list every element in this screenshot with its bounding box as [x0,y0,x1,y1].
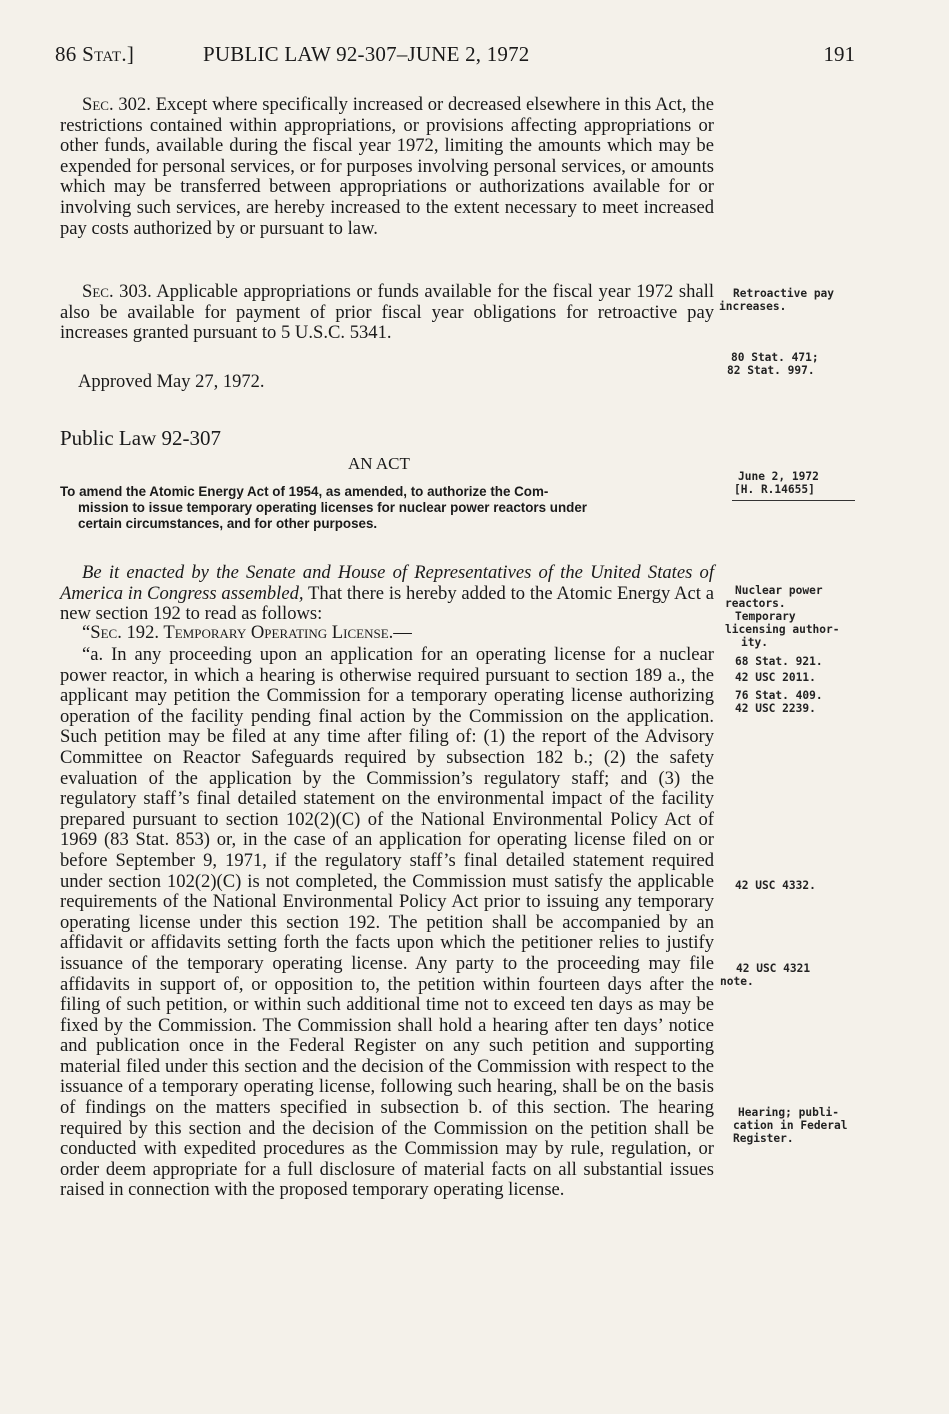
margin-line: 42 USC 2239. [735,702,816,715]
margin-line: 42 USC 4321 [736,962,811,975]
margin-line: Temporary [735,610,796,623]
page-number: 191 [823,42,855,66]
margin-line: [H. R.14655] [734,483,815,496]
margin-line: 42 USC 4332. [735,879,816,892]
stat-label: 86 Stat. [55,42,127,66]
enacting-text: That there is hereby added to the Atomic Energy Act a new section 192 to read as follows: [60,582,714,625]
enacting-italic: Be it enacted by the Senate and House of Representatives of the United States of America in Congress assembled, [60,562,714,604]
margin-line: 68 Stat. 921. [735,655,823,668]
section-label: Sec. 302. [82,94,151,115]
margin-line: cation in Federal [733,1119,848,1132]
purpose-line: To amend the Atomic Energy Act of 1954, as amended, to authorize the Com- [60,484,549,499]
public-law-title: Public Law 92-307 [60,426,221,450]
margin-note-nuclear [725,584,840,649]
section-text: Except where specifically increased or decreased elsewhere in this Act, the restrictions contained within appropriations, or provisions affecting appropriations or other funds, available during the fiscal year 1972, limiting the amounts which may be expended for personal services, or for purposes involving personal services, or amounts which may be transferred between appropriations or authorizations available for or involving such services, are hereby increased to the extent necessary to meet increased pay costs authorized by or pursuant to law. [60,94,714,239]
margin-rule [732,500,855,501]
margin-line: reactors. [725,597,786,610]
subsection-a-text: “a. In any proceeding upon an application for an operating license for a nuclear power reactor, in which a hearing is otherwise required pursuant to section 189 a., the applicant may petition the Commission for a temporary operating license authorizing operation of the facility pending final action by the Commission on the application. Such petition may be filed at any time after filing of: (1) the report of the Advisory Committee on Reactor Safeguards required by subsection 182 b.; (2) the safety evaluation of the application by the Commission’s regulatory staff; and (3) the regulatory staff’s final detailed statement on the environmental impact of the facility prepared pursuant to section 102(2)(C) of the National Environmental Policy Act of 1969 (83 Stat. 853) or, in the case of an application for operating license filed on or before September 9, 1971, if the regulatory staff’s final detailed statement required under section 102(2)(C) is not completed, the Commission must satisfy the applicable requirements of the National Environmental Policy Act prior to issuing any temporary operating license under this section 192. The petition shall be accompanied by an affidavit or affidavits setting forth the facts upon which the petitioner relies to justify issuance of the temporary operating license. Any party to the proceeding may file affidavits in support of, or opposition to, the petition within fourteen days after the filing of such petition, or within such additional time not to exceed ten days as may be fixed by the Commission. The Commission shall hold a hearing after ten days’ notice and publication once in the Federal Register on any such petition and supporting material filed under this section and the decision of the Commission with respect to the issuance of a temporary operating license, following such hearing, shall be on the basis of findings on the matters specified in subsection b. of this section. The hearing required by this section and the decision of the Commission on the petition shall be conducted with expedited procedures as the Commission may by rule, regulation, or order deem appropriate for a full disclosure of material facts on all substantial issues raised in connection with the proposed temporary operating license. [60,644,714,1201]
stat-reference [55,42,134,67]
margin-line: Retroactive pay [733,287,835,300]
enacting-clause [60,563,714,625]
margin-line: licensing author- [725,623,840,636]
margin-line: 80 Stat. 471; [731,351,819,364]
margin-line: note. [720,975,754,988]
margin-line: Hearing; publi- [738,1106,840,1119]
margin-note-stat-409 [735,689,823,715]
section-302 [60,95,714,239]
header-title: PUBLIC LAW 92-307–JUNE 2, 1972 [203,42,530,66]
purpose-line: mission to issue temporary operating licenses for nuclear power reactors under [78,500,587,515]
section-303 [60,282,714,344]
section-192-heading [60,623,714,644]
margin-line: Register. [733,1132,794,1145]
purpose-line: certain circumstances, and for other purposes. [78,516,378,531]
subsection-a [60,645,714,1201]
running-header [55,42,855,74]
an-act-heading: AN ACT [348,454,410,473]
margin-note-usc-4321 [720,962,811,988]
margin-line: ity. [741,636,768,649]
margin-line: June 2, 1972 [738,470,819,483]
margin-note-stat-471 [727,351,819,377]
header-bracket: ] [126,42,135,66]
act-purpose [60,484,710,532]
margin-note-stat-921 [735,655,823,684]
approval-date: Approved May 27, 1972. [78,372,265,392]
margin-line: 42 USC 2011. [735,671,816,684]
margin-line: 82 Stat. 997. [727,364,815,377]
margin-note-retroactive [719,287,835,313]
margin-note-usc-4332 [735,879,816,892]
margin-line: Nuclear power [735,584,823,597]
margin-note-date [734,470,819,496]
margin-line: increases. [719,300,787,313]
margin-line: 76 Stat. 409. [735,689,823,702]
margin-note-hearing [733,1106,848,1145]
section-text: Applicable appropriations or funds available for the fiscal year 1972 shall also be available for payment of prior fiscal year obligations for retroactive pay increases granted pursuant to 5 U.S.C. 5341. [60,281,714,344]
section-label: Sec. 303. [82,281,152,302]
section-192-title: “Sec. 192. Temporary Operating License.— [82,622,412,643]
